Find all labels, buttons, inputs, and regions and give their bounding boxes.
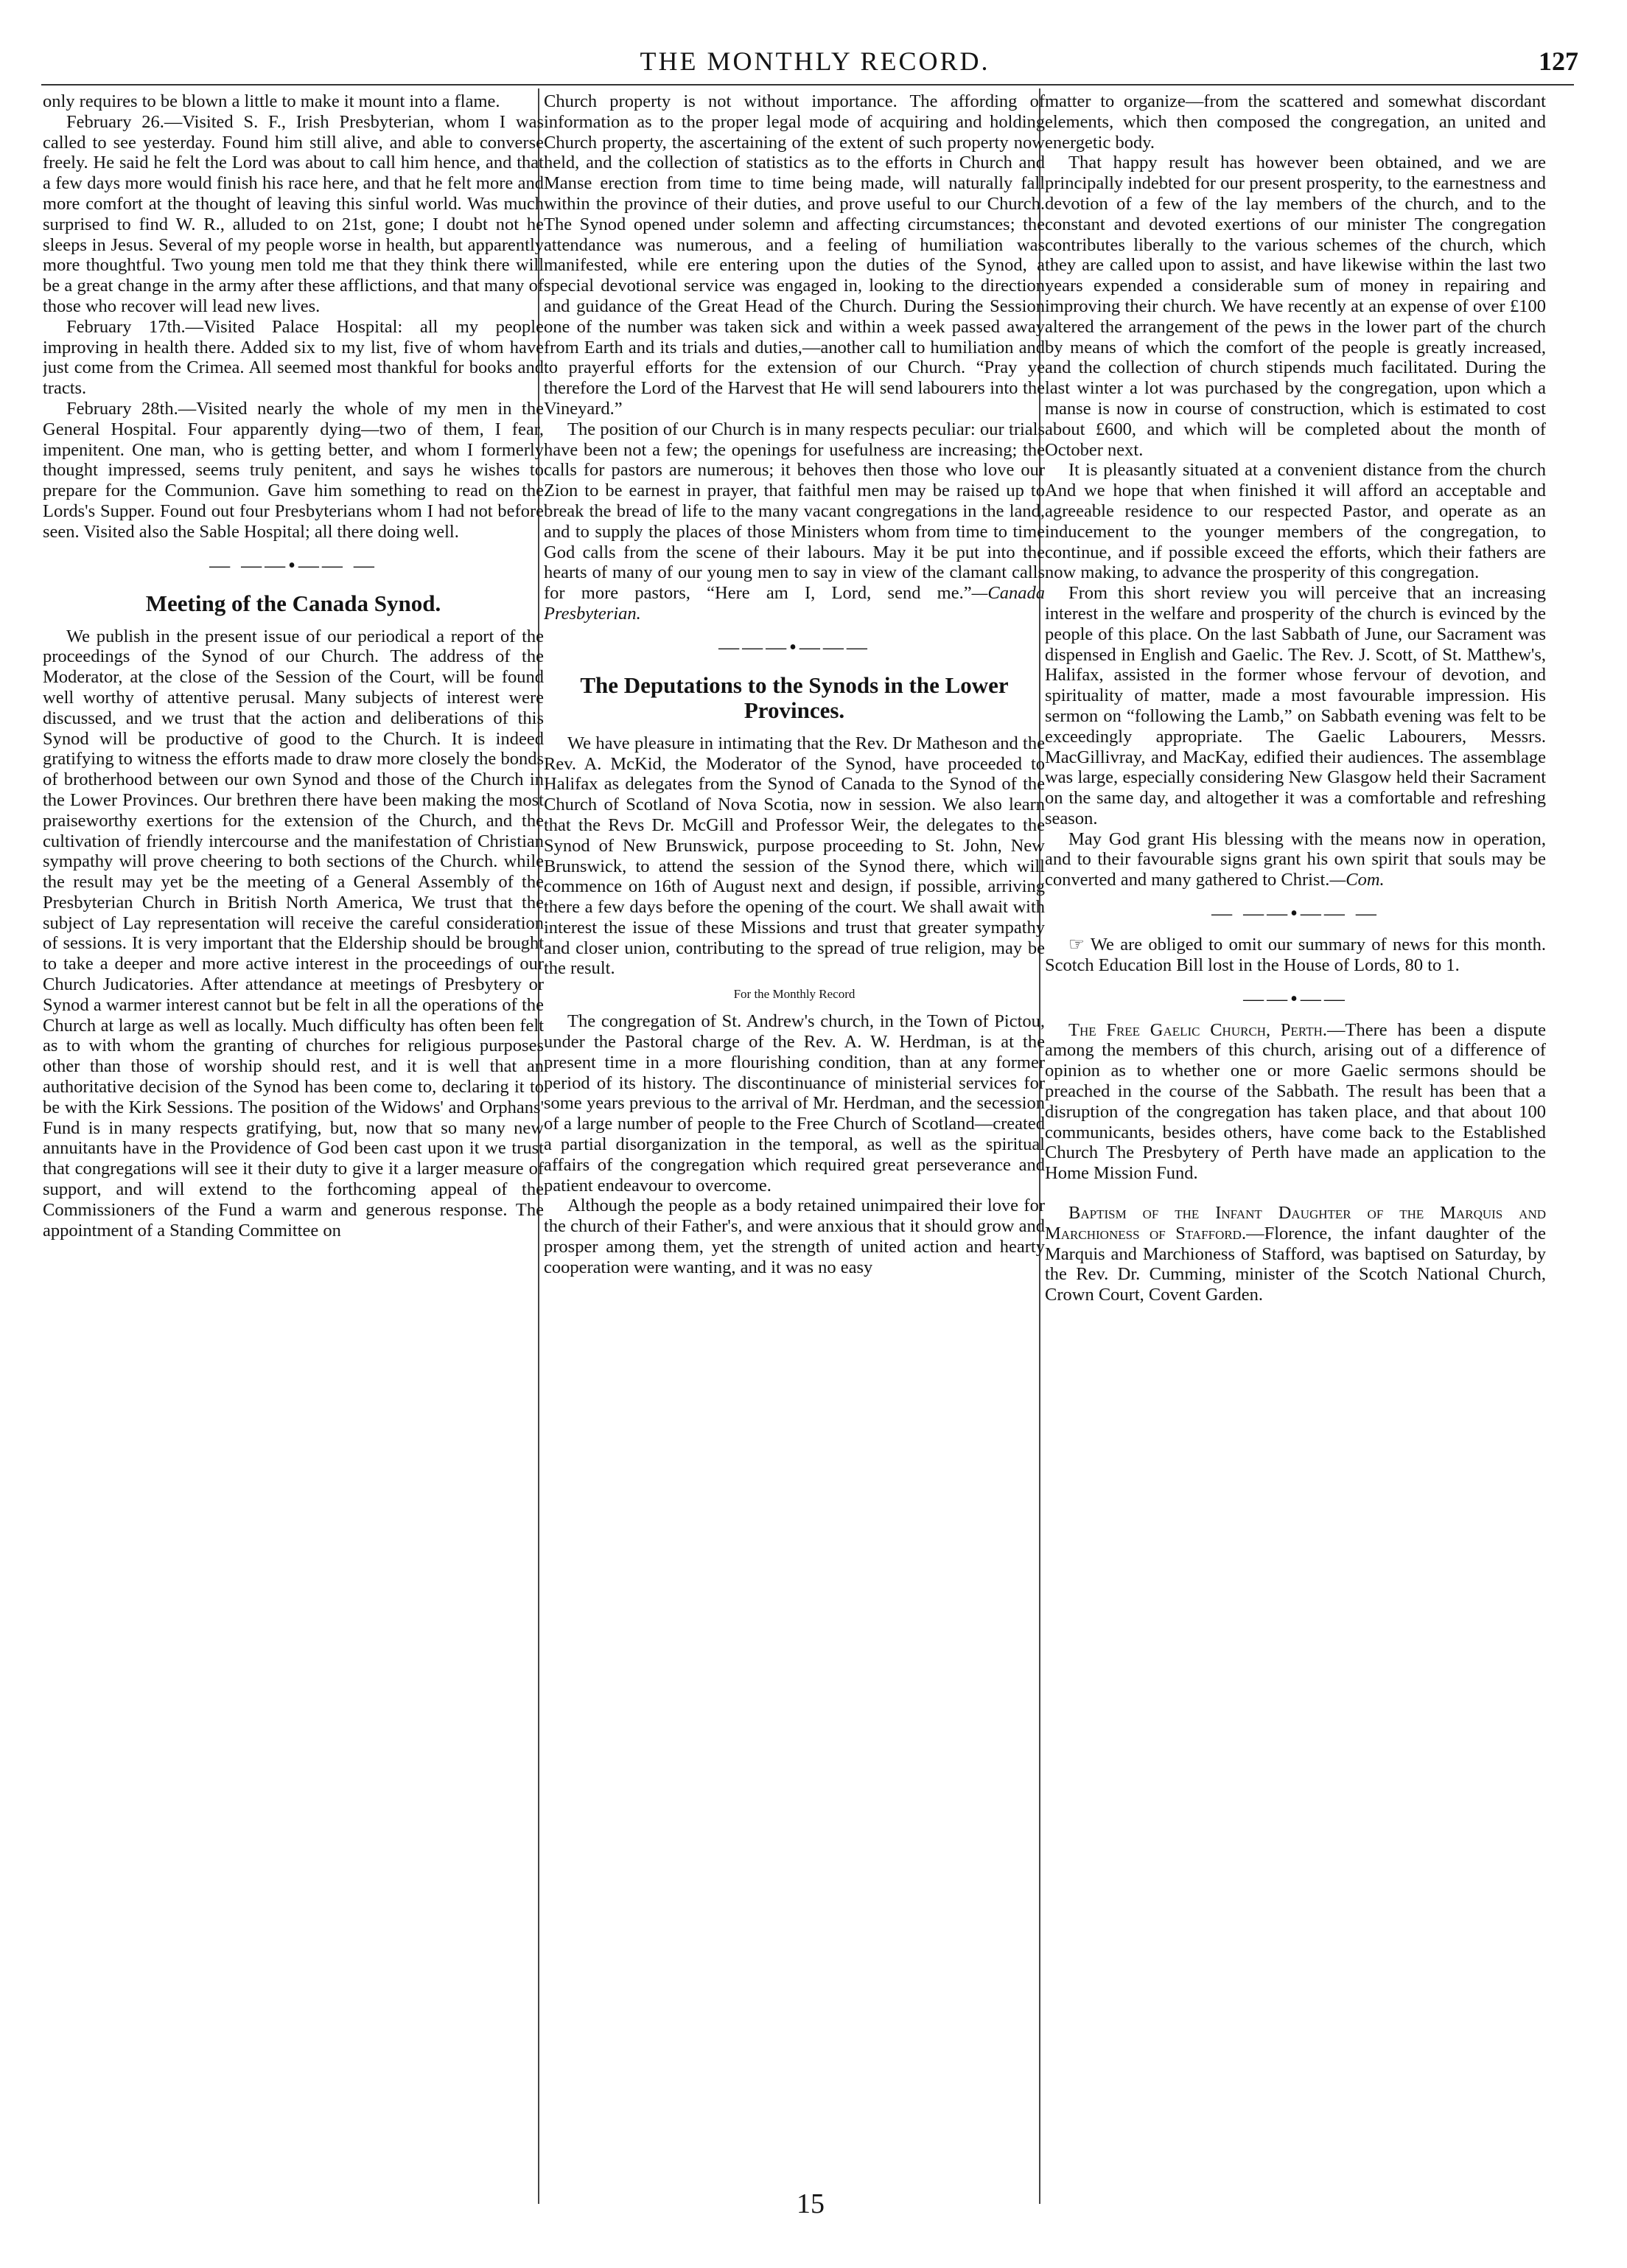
article-heading: Meeting of the Canada Synod. (145, 590, 441, 616)
notice-paragraph (1045, 935, 1546, 976)
news-item (1045, 1203, 1546, 1305)
news-item-title: The Free Gaelic Church, Perth. (1068, 1019, 1327, 1040)
article-paragraph: Church property is not without importance. The affording of information as to the proper legal mode of acquiring and holding Church property, the ascertaining of the extent of such property now held, and the collection of statistics as to the efforts in Church and Manse erection from time to time being made, will naturally fall within the province of their duties, and prove useful to our Church. The Synod opened under solemn and affecting circumstances; the attendance was numerous, and a feeling of humiliation was manifested, while ere entering upon the duties of the Synod, a special devotional service was engaged in, looking to the direction and guidance of the Great Head of the Church. During the Session one of the number was taken sick and within a week passed away from Earth and its trials and duties,—another call to humiliation and to prayerful efforts for the extension of our Church. “Pray ye therefore the Lord of the Harvest that He will send labourers into the Vineyard.” (544, 91, 1045, 419)
article-paragraph (1045, 829, 1546, 890)
section-separator: ———•——— (718, 635, 870, 659)
article-paragraph: From this short review you will perceive that an increasing interest in the welfare and prosperity of the church is evinced by the people of this place. On the last Sabbath of June, our Sacrament was dispensed in English and Gaelic. The Rev. J. Scott, of St. Matthew's, Halifax, assisted in the former whose fervour of devotion, and spirituality of matter, made a most favourable impression. His sermon on “following the Lamb,” on Sabbath evening was felt to be exceedingly appropriate. The Gaelic Labourers, Messrs. MacGillivray, and MacKay, edified their audiences. The assemblage was large, especially considering New Glasgow held their Sacrament on the same day, and altogether it was a comfortable and refreshing season. (1045, 583, 1546, 828)
signature-mark: 15 (797, 2188, 825, 2219)
publication-title: THE MONTHLY RECORD. (640, 46, 990, 76)
paragraph-text: —There has been a dispute among the members of this church, arising out of a difference of opinion as to whether one or more Gaelic sermons should be preached in the course of the Sabbath. The result has been that a disruption of the congregation has taken place, and that about 100 communicants, besides others, have come back to the Established Church The Presbytery of Perth have made an application to the Home Mission Fund. (1045, 1019, 1546, 1184)
article-paragraph: matter to organize—from the scattered and somewhat discordant elements, which then composed the congregation, an united and energetic body. (1045, 91, 1546, 153)
section-separator: — ——•—— — (209, 554, 377, 577)
article-paragraph: It is pleasantly situated at a convenient distance from the church And we hope that when finished it will afford an acceptable and agreeable residence to our respected Pastor, and operate as an inducement to the younger members of the congregation, to continue, and if possible exceed the efforts, which their fathers are now making, to advance the prosperity of this congregation. (1045, 460, 1546, 583)
source-credit: —Canada Presbyterian. (544, 583, 1045, 624)
news-item (1045, 1020, 1546, 1184)
paragraph-text: We are obliged to omit our summary of news for this month. Scotch Education Bill lost in the House of Lords, 80 to 1. (1045, 935, 1546, 975)
header-rule (41, 84, 1574, 86)
column-right (1045, 91, 1546, 2155)
running-head (41, 46, 1589, 83)
source-credit: —Com. (1329, 870, 1385, 890)
paragraph: only requires to be blown a little to make it mount into a flame. (43, 91, 500, 111)
diary-entry: February 17th.—Visited Palace Hospital: all my people improving in health there. Added six to my list, five of whom have just come from the Crimea. All seemed most thankful for books and tracts. (43, 316, 544, 399)
article-paragraph (544, 419, 1045, 624)
section-separator: ——•—— (1243, 987, 1348, 1011)
column-left (43, 91, 544, 2155)
pointing-hand-icon: ☞ (1068, 935, 1085, 955)
paragraph-text: May God grant His blessing with the means now in operation, and to their favourable signs grant his own spirit that souls may be converted and many gathered to Christ. (1045, 828, 1546, 890)
section-kicker: For the Monthly Record (733, 987, 856, 1002)
article-paragraph: The congregation of St. Andrew's church, in the Town of Pictou, under the Pastoral charge of the Rev. A. W. Herdman, is at the present time in a more flourishing condition, than at any former period of its history. The discontinuance of ministerial services for some years previous to the arrival of Mr. Herdman, and the secession of a large number of people to the Free Church of Scotland—created a partial disorganization in the temporal, as well as the spiritual affairs of the congregation which required great perseverance and patient endeavour to overcome. (544, 1011, 1045, 1196)
section-separator: — ——•—— — (1211, 902, 1379, 926)
diary-entry: February 26.—Visited S. F., Irish Presbyterian, whom I was called to see yesterday. Found him still alive, and able to converse freely. He said he felt the Lord was about to call him hence, and that a few days more would finish his race here, and that he felt more and more comfort at the thought of leaving this sinful world. Was much surprised to find W. R., alluded to on 21st, gone; I doubt not he sleeps in Jesus. Several of my people worse in health, but apparently more thoughtful. Two young men told me that they think there will be a great change in the army after these afflictions, and that many of those who recover will lead new lives. (43, 111, 544, 316)
article-paragraph: Although the people as a body retained unimpaired their love for the church of their Father's, and were anxious that it should grow and prosper among them, yet the strength of united action and hearty cooperation were wanting, and it was no easy (544, 1196, 1045, 1277)
article-paragraph: That happy result has however been obtained, and we are principally indebted for our present prosperity, to the earnestness and devotion of a few of the lay members of the church, and to the constant and devoted exertions of our minister The congregation contributes liberally to the various schemes of the church, which they are called upon to assist, and have likewise within the last two years expended a considerable sum of money in repairing and improving their church. We have recently at an expense of over £100 altered the arrangement of the pews in the lower part of the church by means of which the comfort of the people is greatly increased, and the collection of church stipends much facilitated. During the last winter a lot was purchased by the congregation, upon which a manse is now in course of construction, which is estimated to cost about £600, and which will be completed about the month of October next. (1045, 153, 1546, 460)
paragraph-text: —Florence, the infant daughter of the Marquis and Marchioness of Stafford, was baptised on Saturday, by the Rev. Dr. Cumming, minister of the Scotch National Church, Crown Court, Covent Garden. (1045, 1223, 1546, 1305)
column-middle (544, 91, 1045, 2155)
article-paragraph: We publish in the present issue of our periodical a report of the proceedings of the Synod of our Church. The address of the Moderator, at the close of the Session of the Court, will be found well worthy of attentive perusal. Many subjects of interest were discussed, and we trust that the action and deliberations of this Synod will be productive of good to the Church. It is indeed gratifying to witness the efforts made to draw more closely the bonds of brotherhood between our own Synod and those of the Church in the Lower Provinces. Our brethren there have been making the most praiseworthy exertions for the extension of the Church, and the cultivation of friendly intercourse and the manifestation of Christian sympathy will prove cheering to both sections of the Church. while the result may yet be the meeting of a General Assembly of the Presbyterian Church in British North America, We trust that the subject of Lay representation will receive the careful consideration of sessions. It is very important that the Eldership should be brought to take a deeper and more active interest in the proceedings of our Church Judicatories. After attendance at meetings of Presbytery or Synod a warmer interest cannot but be felt in all the operations of the Church at large as well as locally. Much difficulty has often been felt as to with whom the granting of churches for religious purposes other than those of worship should rest, and it is well that an authoritative decision of the Synod has been come to, declaring it to be with the Kirk Sessions. The position of the Widows' and Orphans' Fund is in many respects gratifying, but, now that so many new annuitants have in the Providence of God been cast upon it we trust that congregations will see it their duty to give it a larger measure of support, and will extend to the forthcoming appeal of the Commissioners of the Fund a warm and generous response. The appointment of a Standing Committee on (43, 626, 544, 1241)
news-item-title: Baptism of the Infant Daughter of the Marquis and Marchioness of Stafford. (1045, 1203, 1546, 1243)
page-number: 127 (1539, 46, 1578, 76)
article-paragraph: We have pleasure in intimating that the Rev. Dr Matheson and the Rev. A. McKid, the Moderator of the Synod, have proceeded to Halifax as delegates from the Synod of Canada to the Synod of the Church of Scotland of Nova Scotia, now in session. We also learn that the Revs Dr. McGill and Professor Weir, the delegates to the Synod of New Brunswick, purpose proceeding to St. John, New Brunswick, to attend the session of the Synod there, which will commence on 16th of August next and design, if possible, arriving there a few days before the opening of the court. We shall await with interest the issue of these Missions and trust that greater sympathy and closer union, contributing to the spread of true religion, may be the result. (544, 733, 1045, 979)
paragraph-text: The position of our Church is in many respects peculiar: our trials have been not a few; the openings for usefulness are increasing; the calls for pastors are numerous; it behoves then those who love our Zion to be earnest in prayer, that faithful men may be raised up to break the bread of life to the many vacant congregations in the land, and to supply the places of those Ministers whom from time to time God calls from the scene of their labours. May it be put into the hearts of many of our young men to say in view of the clamant calls for more pastors, “Here am I, Lord, send me.” (544, 419, 1045, 604)
diary-entry: February 28th.—Visited nearly the whole of my men in the General Hospital. Four apparently dying—two of them, I fear, impenitent. One man, who is getting better, and whom I formerly thought impressed, seems truly penitent, and says he wishes to prepare for the Communion. Gave him something to read on the Lords's Supper. Found out four Presbyterians whom I had not before seen. Visited also the Sable Hospital; all there doing well. (43, 398, 544, 542)
article-heading: The Deputations to the Synods in the Lower Provinces. (580, 671, 1009, 723)
